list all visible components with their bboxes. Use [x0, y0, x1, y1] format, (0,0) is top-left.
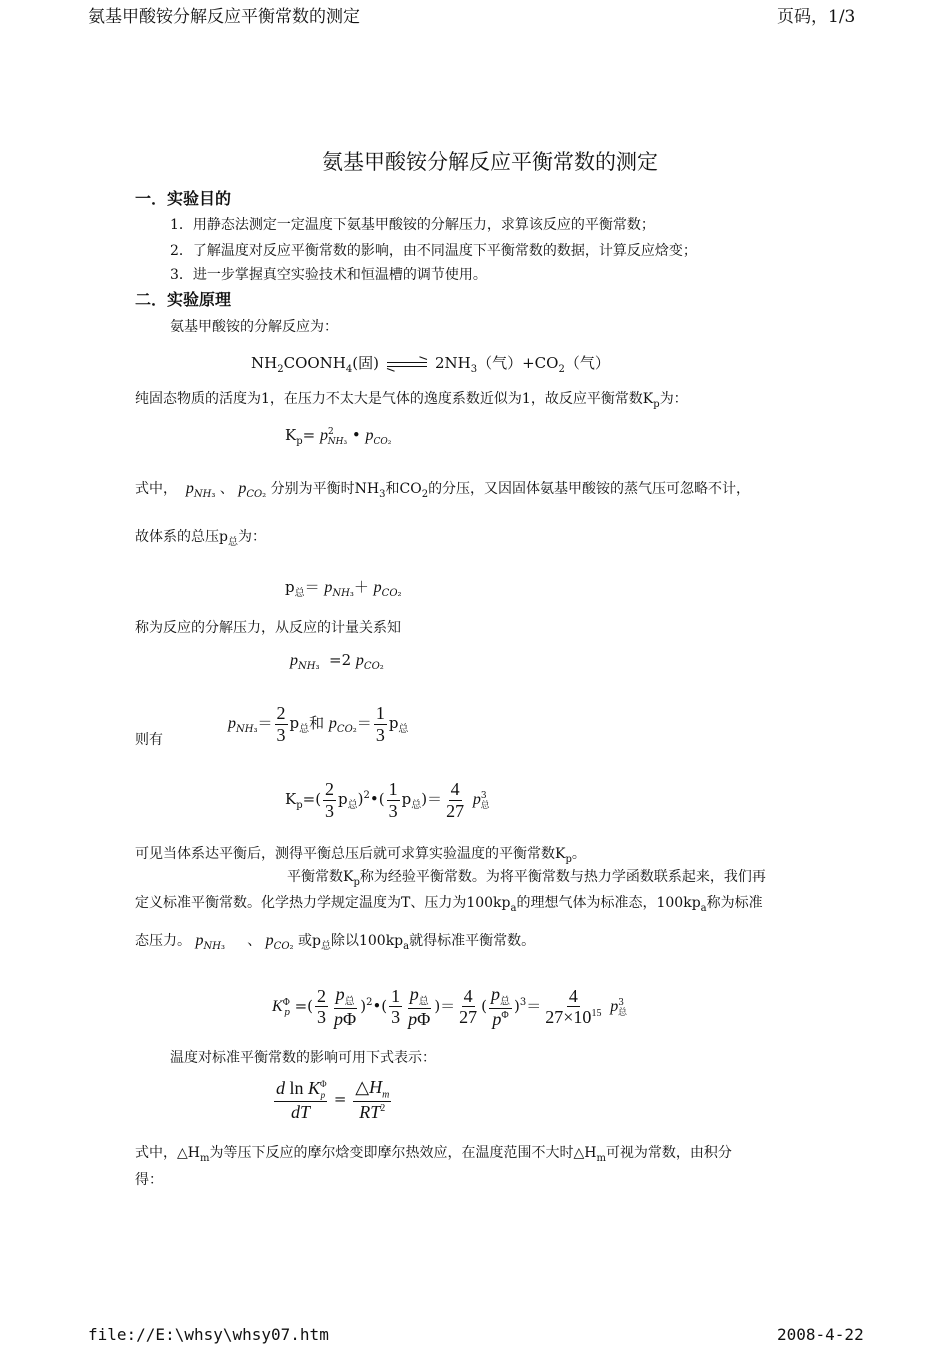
- header-title: 氨基甲酸铵分解反应平衡常数的测定: [88, 7, 360, 27]
- section-heading-principle: 二．实验原理: [135, 290, 232, 309]
- paragraph: 得：: [135, 1172, 163, 1188]
- purpose-item: 2．了解温度对反应平衡常数的影响，由不同温度下平衡常数的数据，计算反应焓变；: [170, 243, 697, 259]
- section-heading-purpose: 一．实验目的: [135, 189, 232, 208]
- footer-date: 2008-4-22: [777, 1325, 864, 1344]
- paragraph: 式中，$\triangle H_m$为等压下反应的摩尔焓变即摩尔热效应，在温度范围不大时$\triangle H_m$可视为常数，由积分: [135, 1145, 732, 1164]
- paragraph: 可见当体系达平衡后，测得平衡总压后就可求算实验温度的平衡常数$K_p$。: [135, 846, 586, 865]
- purpose-item: 1．用静态法测定一定温度下氨基甲酸铵的分解压力，求算该反应的平衡常数；: [170, 217, 655, 233]
- footer-file-path: file://E:\whsy\whsy07.htm: [88, 1325, 329, 1344]
- paragraph: 温度对标准平衡常数的影响可用下式表示：: [170, 1050, 436, 1066]
- paragraph: 态压力。 $p_{NH_3}$ 、 $p_{CO_2}$ 或$p_总$除以$100kp_a$就得标准平衡常数。: [135, 932, 536, 952]
- paragraph: 氨基甲酸铵的分解反应为：: [170, 319, 338, 335]
- paragraph: 称为反应的分解压力，从反应的计量关系知: [135, 620, 401, 636]
- page-number: 页码，1/3: [777, 7, 856, 27]
- reaction-equation: $NH_2COONH_4$(固) $2NH_3$（气）$+CO_2$（气）: [251, 354, 610, 375]
- paragraph: 定义标准平衡常数。化学热力学规定温度为T、压力为$100kp_a$的理想气体为标准态，$100kp_a$称为标准: [135, 895, 763, 914]
- equilibrium-arrow-icon: [385, 359, 429, 369]
- paragraph: 式中， $p_{NH_3}$ 、 $p_{CO_2}$ 分别为平衡时$NH_3$和$CO_2$的分压，又因固体氨基甲酸铵的蒸气压可忽略不计，: [135, 480, 751, 500]
- page-title: 氨基甲酸铵分解反应平衡常数的测定: [322, 150, 658, 174]
- equation-partial-pressures: $p_{NH_3}=$ $\frac{2}{3}$ $p_总$和 $p_{CO_2}=$ $\frac{1}{3}$ $p_总$: [228, 703, 409, 745]
- paragraph: 纯固态物质的活度为1，在压力不太大是气体的逸度系数近似为1，故反应平衡常数$K_p$为：: [135, 391, 688, 410]
- equation-stoichiometry: $p_{NH_3} =2$ $p_{CO_2}$: [290, 651, 384, 672]
- purpose-item: 3．进一步掌握真空实验技术和恒温槽的调节使用。: [170, 267, 487, 283]
- paragraph: 则有: [135, 732, 163, 748]
- equation-kp-total: $K_p=$( $\frac{2}{3}$ $p_总)^2•$( $\frac{1}{3}$ $p_总)=$ $\frac{4}{27}$ $p^3_总$: [285, 779, 490, 821]
- equation-total-pressure: $p_总= p_{NH_3}+ p_{CO_2}$: [285, 578, 402, 599]
- paragraph: 故体系的总压$p_总$为：: [135, 529, 266, 548]
- equation-vant-hoff: $\frac{d \ln K^\Phi_p}{dT}$ = $\frac{\triangle H_m}{RT^2}$: [276, 1077, 390, 1123]
- equation-kp: $K_p= p^2_{NH_3}$ • $p_{CO_2}$: [285, 426, 392, 447]
- equation-standard-k: $K^\Phi_p$ =( $\frac{2}{3}$ $\frac{p_总}{p\Phi}$ )$^2$•( $\frac{1}{3}$ $\frac{p_总}{p\Phi}$ )＝ $\frac{4}{27}$ ( $\frac{p_总}{p^\Phi}$ )$^3$＝ $\frac{4}{27\times 10^{15}}$ $p^3_总$: [272, 984, 627, 1030]
- paragraph: 平衡常数$K_p$称为经验平衡常数。为将平衡常数与热力学函数联系起来，我们再: [287, 869, 766, 888]
